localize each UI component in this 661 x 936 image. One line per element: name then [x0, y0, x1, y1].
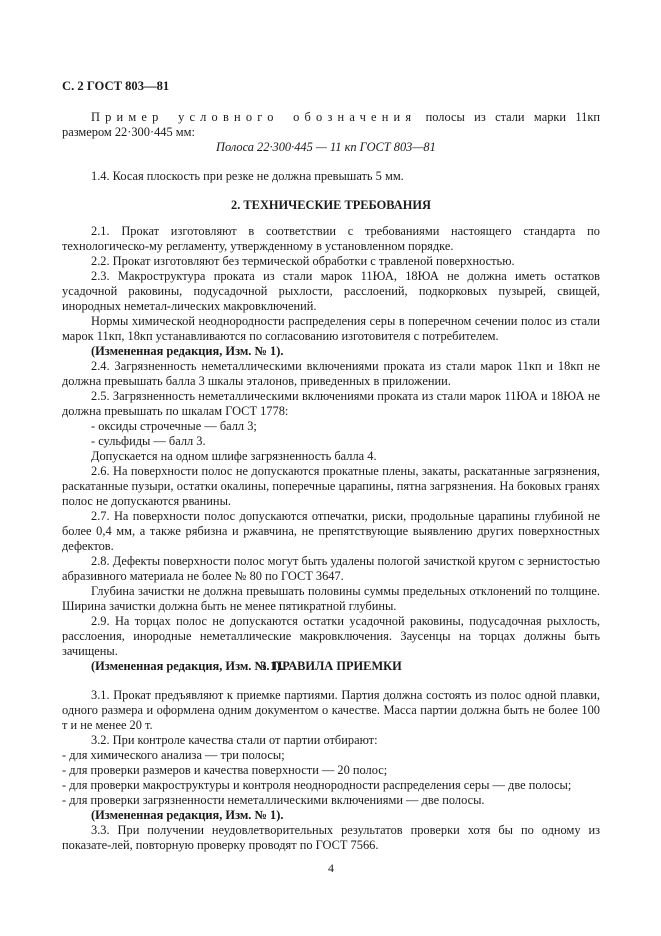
- clause-3-1: 3.1. Прокат предъявляют к приемке партиями. Партия должна состоять из полос одной плавки, одного размера и оформлена одним документом о качестве. Масса партии должна быть не более 100 т и не менее 20 т.: [62, 688, 600, 732]
- list-item: - для химического анализа — три полосы;: [62, 748, 285, 762]
- clause-2-7: 2.7. На поверхности полос допускаются отпечатки, риски, продольные царапины глубиной не более 0,4 мм, а также рябизна и ржавчина, не препятствующие выявлению других поверхностных дефектов.: [62, 509, 600, 553]
- clause-3-2: 3.2. При контроле качества стали от партии отбирают:: [91, 733, 378, 747]
- clause-2-9: 2.9. На торцах полос не допускаются остатки усадочной раковины, подусадочная рыхлость, расслоения, инородные неметаллические макровключения. Заусенцы на торцах должны быть зачищены.: [62, 614, 600, 658]
- list-item: - оксиды строчечные — балл 3;: [91, 419, 257, 433]
- section-2-title: 2. ТЕХНИЧЕСКИЕ ТРЕБОВАНИЯ: [231, 198, 431, 212]
- clause-2-3: 2.3. Макроструктура проката из стали марок 11ЮА, 18ЮА не должна иметь остатков усадочной раковины, подусадочной рыхлости, расслоений, подкорковых пузырей, свищей, инородных неметал-лических макровключений.: [62, 269, 600, 313]
- example-intro-spaced: Пример условного обозначения: [91, 110, 417, 124]
- section-3-title: 3. ПРАВИЛА ПРИЕМКИ: [260, 659, 402, 673]
- list-item: - для проверки макроструктуры и контроля неоднородности распределения серы — две полосы;: [62, 778, 572, 792]
- amendment-note: (Измененная редакция, Изм. № 1).: [91, 808, 284, 822]
- clause-2-8: 2.8. Дефекты поверхности полос могут быть удалены пологой зачисткой кругом с зернистостью абразивного материала не более № 80 по ГОСТ 3647.: [62, 554, 600, 583]
- document-page: [62, 0, 600, 936]
- clause-2-5-note: Допускается на одном шлифе загрязненность балла 4.: [91, 449, 377, 463]
- list-item: - сульфиды — балл 3.: [91, 434, 206, 448]
- clause-2-5: 2.5. Загрязненность неметаллическими включениями проката из стали марок 11ЮА и 18ЮА не должна превышать по шкалам ГОСТ 1778:: [62, 389, 600, 418]
- example-intro: [62, 110, 600, 140]
- amendment-note: (Измененная редакция, Изм. № 1).: [91, 659, 284, 673]
- amendment-note: (Измененная редакция, Изм. № 1).: [91, 344, 284, 358]
- page-number: 4: [328, 861, 334, 875]
- designation-example: [62, 110, 600, 155]
- list-item: - для проверки загрязненности неметаллическими включениями — две полосы.: [62, 793, 485, 807]
- clause-2-4: 2.4. Загрязненность неметаллическими включениями проката из стали марок 11кп и 18кп не должна превышать балла 3 шкалы эталонов, приведенных в приложении.: [62, 359, 600, 388]
- page-header: С. 2 ГОСТ 803—81: [62, 79, 170, 93]
- section-2: [62, 198, 600, 213]
- clause-3-3: 3.3. При получении неудовлетворительных результатов проверки хотя бы по одному из показате-лей, повторную проверку проводят по ГОСТ 7566.: [62, 823, 600, 852]
- list-item: - для проверки размеров и качества поверхности — 20 полос;: [62, 763, 388, 777]
- clause-2-3-sulfur: Нормы химической неоднородности распределения серы в поперечном сечении полос из стали марок 11кп, 18кп устанавливаются по согласованию изготовителя с потребителем.: [62, 314, 600, 343]
- clause-1-4-block: [62, 169, 600, 184]
- section-2-body: [62, 224, 600, 674]
- example-intro-rest: полосы из стали марки 11кп размером 22·300·445 мм:: [62, 110, 600, 139]
- clause-1-4: 1.4. Косая плоскость при резке не должна превышать 5 мм.: [91, 169, 404, 183]
- section-3-body: [62, 688, 600, 853]
- clause-2-8-depth: Глубина зачистки не должна превышать половины суммы предельных отклонений по толщине. Ширина зачистки должна быть не менее пятикратной глубины.: [62, 584, 600, 613]
- example-designation: Полоса 22·300·445 — 11 кп ГОСТ 803—81: [216, 140, 436, 154]
- clause-2-1: 2.1. Прокат изготовляют в соответствии с требованиями настоящего стандарта по технологическо-му регламенту, утвержденному в установленном порядке.: [62, 224, 600, 253]
- clause-2-6: 2.6. На поверхности полос не допускаются прокатные плены, закаты, раскатанные загрязнения, раскатанные пузыри, остатки окалины, поперечные царапины, пятна загрязнения. На боковых гранях полос не допускаются рванины.: [62, 464, 600, 508]
- section-3: [62, 659, 600, 674]
- clause-2-2: 2.2. Прокат изготовляют без термической обработки с травленой поверхностью.: [91, 254, 515, 268]
